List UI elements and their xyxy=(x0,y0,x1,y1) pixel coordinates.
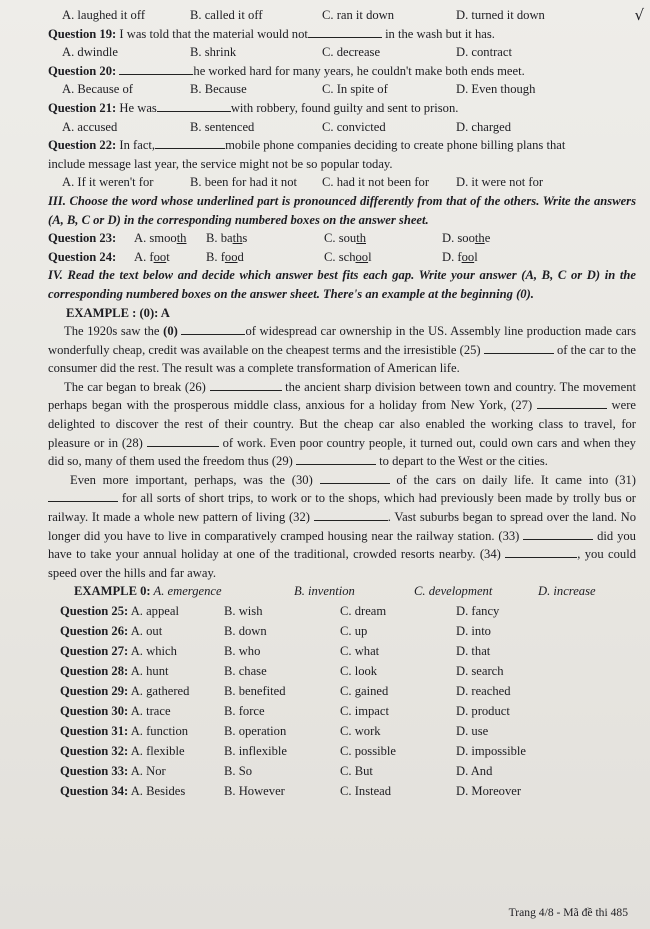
option-c: C. gained xyxy=(340,684,389,698)
answer-row xyxy=(48,661,636,681)
option: B. shrink xyxy=(190,45,237,60)
option: C. decrease xyxy=(322,45,381,60)
question-23 xyxy=(48,229,636,248)
question-22 xyxy=(48,136,636,155)
question-20 xyxy=(48,62,636,81)
option-a: A. foot xyxy=(134,249,170,264)
question-label: Question 21: xyxy=(48,100,117,115)
gap-27 xyxy=(537,396,607,409)
answer-blank xyxy=(308,25,382,38)
option-b: B. wish xyxy=(224,604,263,618)
option-b: B. chase xyxy=(224,664,267,678)
gap-31 xyxy=(48,489,118,502)
passage-paragraph-1: The 1920s saw the (0) of widespread car ownership in the US. Assembly line production made cars wonderfully cheap, credit was available on the cheapest terms and the irresistible (25) of the car to the consumer did the rest. The result was a complete transformation of American life. xyxy=(48,324,636,376)
option: B. sentenced xyxy=(190,119,255,134)
q18-options xyxy=(48,6,636,25)
option: D. it were not for xyxy=(456,175,544,190)
option-d: D. that xyxy=(456,644,491,658)
section-3-instructions: III. Choose the word whose underlined part is pronounced differently from that of the others. Write the answers (A, B, C or D) in the corresponding numbered boxes on the answer sheet. xyxy=(48,193,636,227)
option-d: D. search xyxy=(456,664,504,678)
example-0-a: EXAMPLE 0: A. emergence xyxy=(74,584,222,599)
question-option-a: Question 30: A. trace xyxy=(60,704,171,718)
question-label: Question 24: xyxy=(48,249,117,264)
gap-26 xyxy=(210,378,282,391)
answer-row xyxy=(48,641,636,661)
option: D. contract xyxy=(456,45,512,60)
option-b: B. baths xyxy=(206,231,248,246)
answer-blank xyxy=(155,136,225,149)
tick-mark: √ xyxy=(634,6,644,24)
question-24 xyxy=(48,248,636,267)
question-22-line2: include message last year, the service might not be so popular today. xyxy=(48,156,393,171)
question-text: with robbery, found guilty and sent to prison. xyxy=(230,100,459,115)
question-label: Question 20: xyxy=(48,63,117,78)
option: C. convicted xyxy=(322,119,386,134)
example-0-d: D. increase xyxy=(538,584,596,599)
option-c: C. school xyxy=(324,249,372,264)
option-b: B. food xyxy=(206,249,244,264)
option-b: B. inflexible xyxy=(224,744,287,758)
question-text: mobile phone companies deciding to create phone billing plans that xyxy=(225,138,566,153)
question-text: I was told that the material would not xyxy=(119,26,308,41)
gap-33 xyxy=(523,527,593,540)
page-footer: Trang 4/8 - Mã đề thi 485 xyxy=(508,906,628,920)
question-label: Question 19: xyxy=(48,26,117,41)
question-text: He was xyxy=(119,100,157,115)
option-c: C. what xyxy=(340,644,380,658)
passage-paragraph-3: Even more important, perhaps, was the (30) of the cars on daily life. It came into (31) for all sorts of short trips, to work or to the shops, which had previously been made by trolly bus or railway. It made a whole new pattern of living (32) . Vast suburbs began to spread over the land. No longer did you have to live in comparatively cramped housing near the railway station. (33) did you have to take your annual holiday at one of the traditional, crowded resorts nearby. (34) , you could speed over the hills and far away. xyxy=(48,472,636,580)
gap-29 xyxy=(296,452,376,465)
option-d: D. use xyxy=(456,724,489,738)
question-option-a: Question 33: A. Nor xyxy=(60,764,166,778)
q22-options xyxy=(48,173,636,192)
answer-row xyxy=(48,601,636,621)
option: A. dwindle xyxy=(62,45,118,60)
option-b: B. operation xyxy=(224,724,287,738)
passage xyxy=(48,322,636,582)
answer-row xyxy=(48,721,636,741)
option-c: C. up xyxy=(340,624,368,638)
question-text: In fact, xyxy=(119,138,156,153)
option: D. turned it down xyxy=(456,8,545,22)
option-c: C. impact xyxy=(340,704,389,718)
question-option-a: Question 32: A. flexible xyxy=(60,744,185,758)
option-d: D. fool xyxy=(442,249,478,264)
option: A. If it weren't for xyxy=(62,175,154,190)
answer-row xyxy=(48,701,636,721)
option: A. laughed it off xyxy=(62,8,146,22)
option-b: B. down xyxy=(224,624,267,638)
option: B. been for had it not xyxy=(190,175,298,190)
question-21 xyxy=(48,99,636,118)
option-c: C. work xyxy=(340,724,381,738)
option: B. called it off xyxy=(190,8,263,22)
question-option-a: Question 26: A. out xyxy=(60,624,163,638)
gap-25 xyxy=(484,341,554,354)
option-b: B. force xyxy=(224,704,265,718)
answer-row xyxy=(48,681,636,701)
option-b: B. So xyxy=(224,764,252,778)
option: D. charged xyxy=(456,119,512,134)
option-d: D. into xyxy=(456,624,491,638)
q21-options xyxy=(48,118,636,137)
option-c: C. south xyxy=(324,231,366,246)
option-d: D. Moreover xyxy=(456,784,522,798)
example-0-c: C. development xyxy=(414,584,493,599)
question-label: Question 23: xyxy=(48,231,117,246)
option-c: C. dream xyxy=(340,604,387,618)
option-d: D. fancy xyxy=(456,604,500,618)
option-b: B. who xyxy=(224,644,261,658)
option-c: C. But xyxy=(340,764,373,778)
option-a: A. smooth xyxy=(134,231,187,246)
option-d: D. soothe xyxy=(442,231,491,246)
answer-options-table xyxy=(48,601,636,801)
answer-blank xyxy=(119,62,193,75)
question-option-a: Question 27: A. which xyxy=(60,644,177,658)
option-b: B. benefited xyxy=(224,684,286,698)
option-d: D. product xyxy=(456,704,510,718)
option-c: C. possible xyxy=(340,744,396,758)
q19-options xyxy=(48,43,636,62)
option-c: C. look xyxy=(340,664,378,678)
gap-34 xyxy=(505,545,577,558)
option: C. In spite of xyxy=(322,82,388,97)
question-option-a: Question 29: A. gathered xyxy=(60,684,190,698)
option: B. Because xyxy=(190,82,247,97)
option-b: B. However xyxy=(224,784,285,798)
question-text: in the wash but it has. xyxy=(385,26,495,41)
answer-row xyxy=(48,741,636,761)
option: C. had it not been for xyxy=(322,175,430,190)
answer-row xyxy=(48,781,636,801)
answer-row xyxy=(48,761,636,781)
gap-28 xyxy=(147,434,219,447)
option-c: C. Instead xyxy=(340,784,392,798)
example-heading: EXAMPLE : (0): A xyxy=(66,305,170,320)
question-option-a: Question 28: A. hunt xyxy=(60,664,169,678)
question-19 xyxy=(48,25,636,44)
example-0-b: B. invention xyxy=(294,584,355,599)
passage-paragraph-2: The car began to break (26) the ancient sharp division between town and country. The movement perhaps began with the prosperous middle class, anxious for a holiday from New York, (27) were delighted to discover the rest of their country. But the cheap car also enabled the working class to travel, for pleasure or in (28) of work. Even poor country people, it turned out, could own cars and when they did so, many of them used the freedom thus (29) to depart to the West or the cities. xyxy=(48,379,636,469)
option: A. Because of xyxy=(62,82,133,97)
gap-30 xyxy=(320,471,390,484)
option: C. ran it down xyxy=(322,8,395,22)
option-d: D. And xyxy=(456,764,493,778)
gap-32 xyxy=(314,508,388,521)
answer-row xyxy=(48,621,636,641)
question-option-a: Question 34: A. Besides xyxy=(60,784,186,798)
q20-options xyxy=(48,80,636,99)
question-text: he worked hard for many years, he couldn't make both ends meet. xyxy=(193,63,525,78)
option-d: D. reached xyxy=(456,684,511,698)
option-d: D. impossible xyxy=(456,744,526,758)
answer-blank xyxy=(157,99,231,112)
option: A. accused xyxy=(62,119,118,134)
question-option-a: Question 25: A. appeal xyxy=(60,604,179,618)
option: D. Even though xyxy=(456,82,536,97)
gap-0 xyxy=(181,322,245,335)
example-0-row xyxy=(48,582,636,601)
section-4-instructions: IV. Read the text below and decide which answer best fits each gap. Write your answer (A, B, C or D) in the corresponding numbered boxes on the answer sheet. There's an example at the beginning (0). xyxy=(48,268,636,301)
question-option-a: Question 31: A. function xyxy=(60,724,189,738)
question-label: Question 22: xyxy=(48,138,117,153)
